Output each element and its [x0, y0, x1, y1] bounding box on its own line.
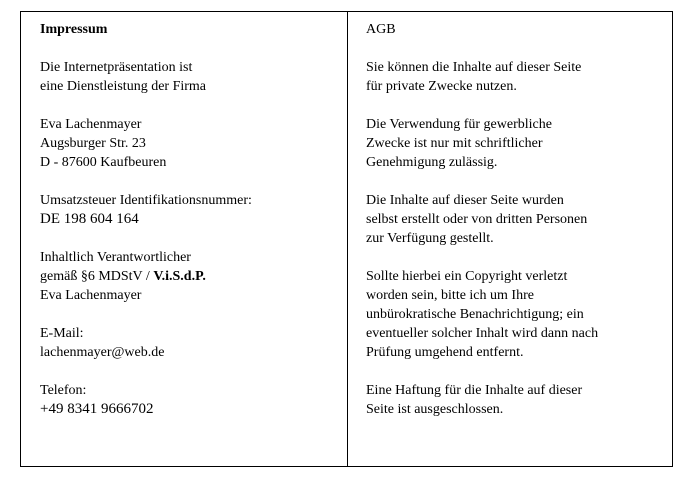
agb-paragraph [366, 115, 636, 172]
responsible-name: Eva Lachenmayer [40, 288, 142, 303]
agb-line: Die Verwendung für gewerbliche [366, 117, 552, 132]
column-divider [347, 12, 348, 466]
email-value: lachenmayer@web.de [40, 345, 165, 360]
street-address: Augsburger Str. 23 [40, 136, 146, 151]
agb-heading: AGB [366, 22, 396, 37]
agb-line: Seite ist ausgeschlossen. [366, 402, 504, 417]
intro-line: Die Internetpräsentation ist [40, 60, 193, 75]
agb-line: Sollte hierbei ein Copyright verletzt [366, 269, 568, 284]
agb-line: worden sein, bitte ich um Ihre [366, 288, 534, 303]
agb-line: für private Zwecke nutzen. [366, 79, 517, 94]
phone-block [40, 381, 310, 419]
agb-column [366, 20, 636, 438]
tax-id: DE 198 604 164 [40, 211, 139, 227]
agb-line: Prüfung umgehend entfernt. [366, 345, 524, 360]
tax-block [40, 191, 310, 229]
agb-line: Genehmigung zulässig. [366, 155, 498, 170]
responsible-label: Inhaltlich Verantwortlicher [40, 250, 191, 265]
agb-line: eventueller solcher Inhalt wird dann nach [366, 326, 599, 341]
city-address: D - 87600 Kaufbeuren [40, 155, 167, 170]
agb-paragraph [366, 381, 636, 419]
intro-paragraph [40, 58, 310, 96]
company-name: Eva Lachenmayer [40, 117, 142, 132]
agb-line: Eine Haftung für die Inhalte auf dieser [366, 383, 583, 398]
phone-label: Telefon: [40, 383, 87, 398]
email-label: E-Mail: [40, 326, 84, 341]
agb-line: Die Inhalte auf dieser Seite wurden [366, 193, 564, 208]
agb-line: Sie können die Inhalte auf dieser Seite [366, 60, 582, 75]
phone-value: +49 8341 9666702 [40, 401, 154, 417]
responsible-law [40, 267, 310, 286]
agb-line: selbst erstellt oder von dritten Personen [366, 212, 588, 227]
agb-line: Zwecke ist nur mit schriftlicher [366, 136, 543, 151]
agb-line: unbürokratische Benachrichtigung; ein [366, 307, 584, 322]
impressum-heading: Impressum [40, 22, 108, 37]
responsible-block [40, 248, 310, 305]
email-block [40, 324, 310, 362]
responsible-law-prefix: gemäß §6 MDStV / [40, 269, 154, 284]
address-block [40, 115, 310, 172]
tax-label: Umsatzsteuer Identifikationsnummer: [40, 193, 252, 208]
agb-paragraph [366, 58, 636, 96]
agb-paragraph [366, 267, 636, 362]
intro-line: eine Dienstleistung der Firma [40, 79, 207, 94]
impressum-column [40, 20, 310, 438]
responsible-law-abbrev: V.i.S.d.P. [153, 269, 206, 284]
agb-paragraph [366, 191, 636, 248]
agb-line: zur Verfügung gestellt. [366, 231, 494, 246]
